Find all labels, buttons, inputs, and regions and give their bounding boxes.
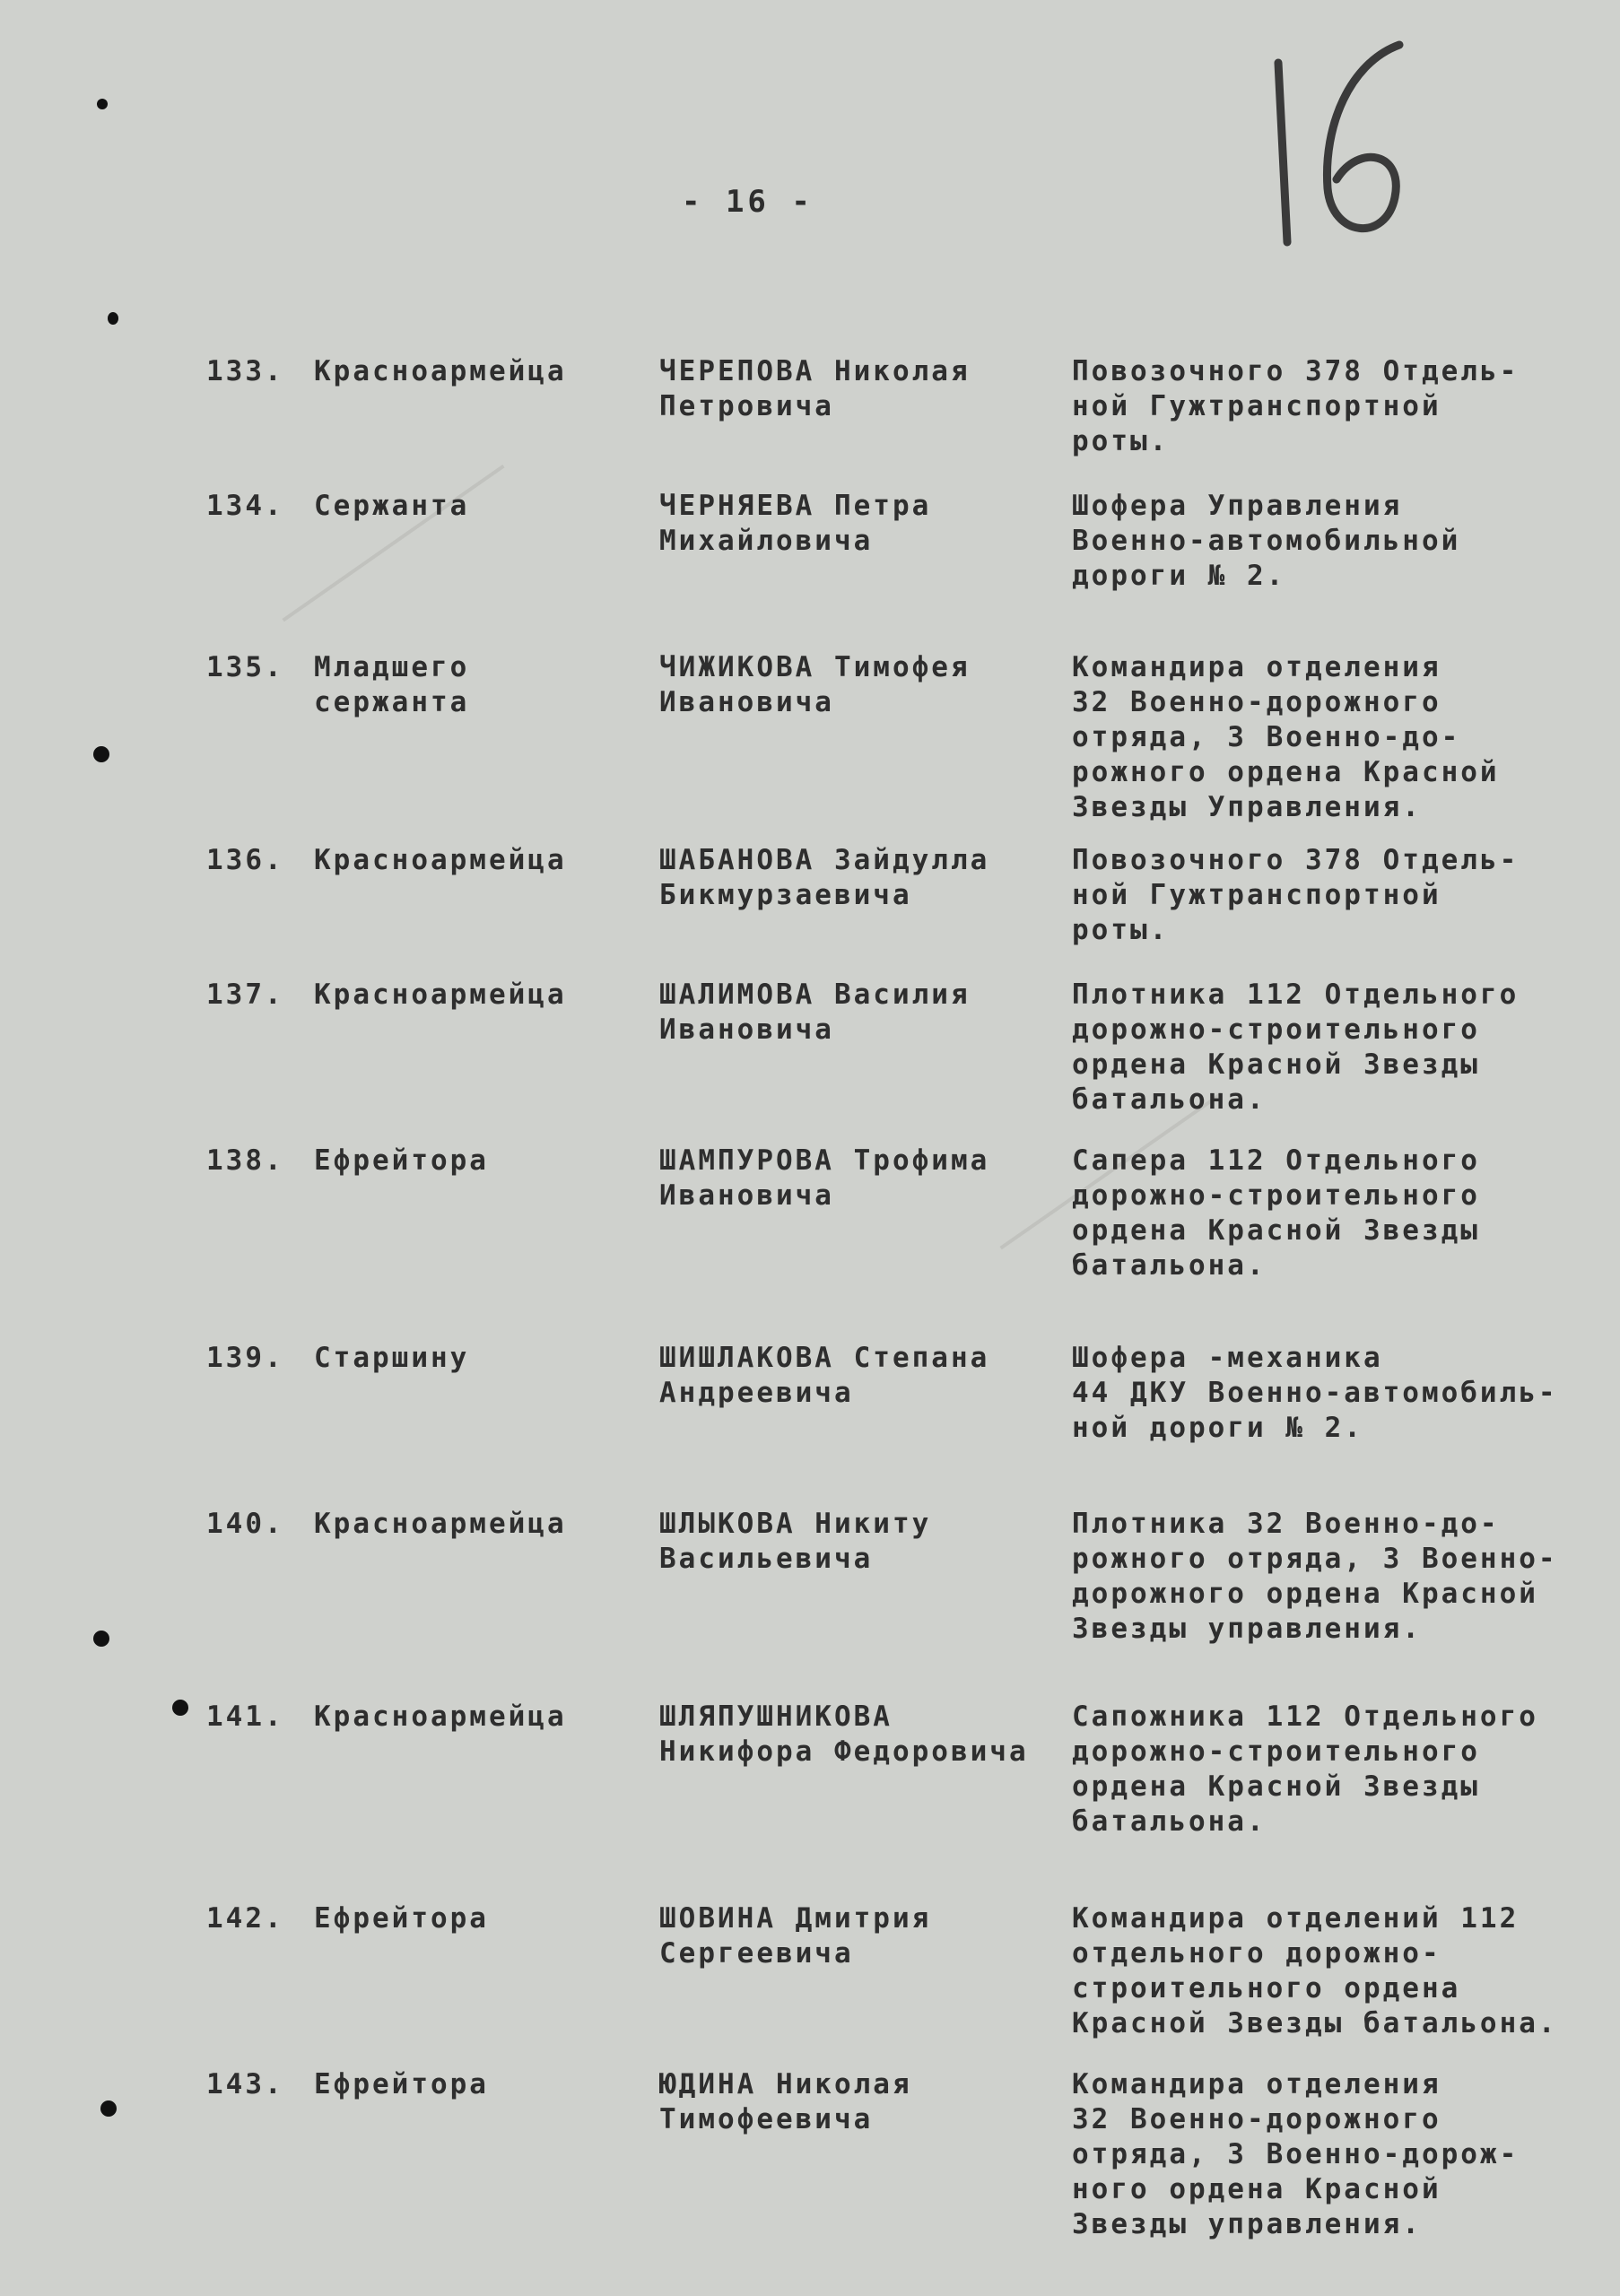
entry-description-line: 44 ДКУ Военно-автомобиль- bbox=[1072, 1377, 1558, 1409]
entry-name-line: ШОВИНА Дмитрия bbox=[659, 1902, 932, 1935]
entry-name bbox=[659, 354, 1063, 424]
entry-name-line: ШАЛИМОВА Василия bbox=[659, 978, 971, 1011]
entry-name-line: ЧЕРЕПОВА Николая bbox=[659, 355, 971, 387]
entry-name bbox=[659, 2067, 1063, 2137]
entry-description-line: Плотника 32 Военно-до- bbox=[1072, 1508, 1500, 1540]
entry-description bbox=[1072, 843, 1610, 948]
entry-description-line: дороги № 2. bbox=[1072, 560, 1286, 592]
entry-name-line: ШЛЯПУШНИКОВА bbox=[659, 1700, 893, 1733]
entry-name-line: ШАБАНОВА Зайдулла bbox=[659, 844, 990, 876]
entry-description-line: Плотника 112 Отдельного bbox=[1072, 978, 1520, 1011]
handwritten-page-number bbox=[1251, 27, 1413, 260]
entry-number bbox=[206, 1341, 305, 1376]
entry-description-line: 32 Военно-дорожного bbox=[1072, 686, 1441, 718]
entry-rank-line: сержанта bbox=[314, 686, 470, 718]
entry-name-line: Бикмурзаевича bbox=[659, 879, 912, 911]
entry-name-line: Васильевича bbox=[659, 1543, 874, 1575]
entry-name-line: Сергеевича bbox=[659, 1937, 854, 1970]
entry-rank-line: Ефрейтора bbox=[314, 1144, 489, 1177]
entry-description-line: Красной Звезды батальона. bbox=[1072, 2007, 1558, 2039]
entry-description-line: ордена Красной Звезды bbox=[1072, 1048, 1480, 1081]
entry-description bbox=[1072, 2067, 1610, 2242]
entry-description-line: Звезды управления. bbox=[1072, 1613, 1422, 1645]
entry-name bbox=[659, 978, 1063, 1048]
entry-number bbox=[206, 2067, 305, 2102]
entry-number-line: 137. bbox=[206, 978, 284, 1011]
entry-number-line: 143. bbox=[206, 2068, 284, 2100]
entry-description-line: батальона. bbox=[1072, 1249, 1267, 1282]
entry-rank bbox=[314, 978, 637, 1013]
entry-description-line: рожного ордена Красной bbox=[1072, 756, 1500, 788]
entry-number bbox=[206, 1700, 305, 1735]
entry-description bbox=[1072, 650, 1610, 825]
entry-description-line: Командира отделения bbox=[1072, 2068, 1441, 2100]
punch-hole bbox=[93, 746, 109, 762]
entry-rank-line: Красноармейца bbox=[314, 355, 567, 387]
entry-name-line: ЧЕРНЯЕВА Петра bbox=[659, 490, 932, 522]
entry-name-line: ЧИЖИКОВА Тимофея bbox=[659, 651, 971, 683]
entry-number bbox=[206, 489, 305, 524]
entry-rank bbox=[314, 354, 637, 389]
entry-number-line: 135. bbox=[206, 651, 284, 683]
entry-number-line: 138. bbox=[206, 1144, 284, 1177]
entry-description bbox=[1072, 1507, 1610, 1647]
entry-description-line: Командира отделения bbox=[1072, 651, 1441, 683]
entry-name bbox=[659, 1341, 1063, 1411]
entry-description-line: ного ордена Красной bbox=[1072, 2173, 1441, 2205]
entry-number bbox=[206, 650, 305, 685]
page-number: - 16 - bbox=[682, 184, 814, 220]
entry-description bbox=[1072, 1700, 1610, 1839]
punch-hole bbox=[93, 1631, 109, 1647]
entry-description-line: Сапера 112 Отдельного bbox=[1072, 1144, 1480, 1177]
entry-rank bbox=[314, 650, 637, 720]
entry-description-line: дорожного ордена Красной bbox=[1072, 1578, 1538, 1610]
entry-description-line: Сапожника 112 Отдельного bbox=[1072, 1700, 1538, 1733]
entry-description-line: батальона. bbox=[1072, 1805, 1267, 1838]
entry-description-line: ордена Красной Звезды bbox=[1072, 1770, 1480, 1803]
entry-number-line: 139. bbox=[206, 1342, 284, 1374]
entry-number-line: 134. bbox=[206, 490, 284, 522]
entry-rank-line: Младшего bbox=[314, 651, 470, 683]
entry-description-line: дорожно-строительного bbox=[1072, 1735, 1480, 1768]
entry-rank bbox=[314, 843, 637, 878]
entry-description-line: дорожно-строительного bbox=[1072, 1179, 1480, 1212]
punch-hole bbox=[108, 312, 118, 325]
entry-rank-line: Ефрейтора bbox=[314, 1902, 489, 1935]
entry-rank bbox=[314, 1507, 637, 1542]
entry-description-line: Звезды Управления. bbox=[1072, 791, 1422, 823]
entry-rank bbox=[314, 1341, 637, 1376]
entry-rank-line: Сержанта bbox=[314, 490, 470, 522]
entry-description-line: Военно-автомобильной bbox=[1072, 525, 1461, 557]
entry-number-line: 136. bbox=[206, 844, 284, 876]
entry-name bbox=[659, 650, 1063, 720]
entry-rank bbox=[314, 1901, 637, 1936]
entry-number bbox=[206, 1144, 305, 1178]
entry-description-line: рожного отряда, 3 Военно- bbox=[1072, 1543, 1558, 1575]
entry-rank-line: Ефрейтора bbox=[314, 2068, 489, 2100]
entry-description-line: Командира отделений 112 bbox=[1072, 1902, 1520, 1935]
punch-hole bbox=[100, 2100, 117, 2117]
entry-name bbox=[659, 489, 1063, 559]
entry-description bbox=[1072, 1144, 1610, 1283]
entry-name-line: Ивановича bbox=[659, 686, 834, 718]
entry-description-line: ной дороги № 2. bbox=[1072, 1412, 1363, 1444]
entry-description-line: отряда, 3 Военно-дорож- bbox=[1072, 2138, 1520, 2170]
entry-name bbox=[659, 1144, 1063, 1213]
entry-rank bbox=[314, 489, 637, 524]
entry-number bbox=[206, 1901, 305, 1936]
entry-rank-line: Красноармейца bbox=[314, 1700, 567, 1733]
entry-number bbox=[206, 1507, 305, 1542]
entry-description bbox=[1072, 978, 1610, 1118]
entry-description-line: роты. bbox=[1072, 914, 1170, 946]
entry-name-line: ЮДИНА Николая bbox=[659, 2068, 912, 2100]
entry-description bbox=[1072, 1901, 1610, 2041]
entry-description-line: Звезды управления. bbox=[1072, 2208, 1422, 2240]
entry-name-line: Андреевича bbox=[659, 1377, 854, 1409]
entry-rank-line: Старшину bbox=[314, 1342, 470, 1374]
entry-description-line: Повозочного 378 Отдель- bbox=[1072, 844, 1520, 876]
entry-name bbox=[659, 1901, 1063, 1971]
entry-number-line: 133. bbox=[206, 355, 284, 387]
entry-name-line: ШИШЛАКОВА Степана bbox=[659, 1342, 990, 1374]
entry-number bbox=[206, 354, 305, 389]
entry-description-line: отдельного дорожно- bbox=[1072, 1937, 1441, 1970]
entry-description bbox=[1072, 354, 1610, 459]
entry-description-line: строительного ордена bbox=[1072, 1972, 1461, 2005]
entry-name-line: Никифора Федоровича bbox=[659, 1735, 1029, 1768]
entry-description-line: Шофера -механика bbox=[1072, 1342, 1383, 1374]
entry-description-line: ной Гужтранспортной bbox=[1072, 879, 1441, 911]
entry-name-line: Ивановича bbox=[659, 1013, 834, 1046]
entry-description-line: Шофера Управления bbox=[1072, 490, 1403, 522]
entry-number-line: 140. bbox=[206, 1508, 284, 1540]
entry-description-line: 32 Военно-дорожного bbox=[1072, 2103, 1441, 2135]
entry-rank bbox=[314, 1144, 637, 1178]
entry-name-line: Ивановича bbox=[659, 1179, 834, 1212]
entry-number-line: 142. bbox=[206, 1902, 284, 1935]
entry-number bbox=[206, 978, 305, 1013]
entry-description bbox=[1072, 1341, 1610, 1446]
entry-rank-line: Красноармейца bbox=[314, 844, 567, 876]
entry-name-line: ШАМПУРОВА Трофима bbox=[659, 1144, 990, 1177]
punch-hole bbox=[97, 99, 108, 109]
entry-description-line: ордена Красной Звезды bbox=[1072, 1214, 1480, 1247]
entry-name-line: ШЛЫКОВА Никиту bbox=[659, 1508, 932, 1540]
entry-number-line: 141. bbox=[206, 1700, 284, 1733]
entry-name-line: Петровича bbox=[659, 390, 834, 422]
entry-description-line: батальона. bbox=[1072, 1083, 1267, 1116]
entry-description-line: отряда, 3 Военно-до- bbox=[1072, 721, 1461, 753]
entry-number bbox=[206, 843, 305, 878]
entry-rank-line: Красноармейца bbox=[314, 978, 567, 1011]
entry-description-line: Повозочного 378 Отдель- bbox=[1072, 355, 1520, 387]
entry-name bbox=[659, 1700, 1063, 1770]
punch-hole bbox=[172, 1700, 188, 1716]
entry-name-line: Тимофеевича bbox=[659, 2103, 874, 2135]
entry-name bbox=[659, 843, 1063, 913]
entry-description-line: роты. bbox=[1072, 425, 1170, 457]
entry-rank-line: Красноармейца bbox=[314, 1508, 567, 1540]
entry-rank bbox=[314, 1700, 637, 1735]
entry-name-line: Михайловича bbox=[659, 525, 874, 557]
entry-description-line: ной Гужтранспортной bbox=[1072, 390, 1441, 422]
entry-description bbox=[1072, 489, 1610, 594]
entry-description-line: дорожно-строительного bbox=[1072, 1013, 1480, 1046]
entry-name bbox=[659, 1507, 1063, 1577]
entry-rank bbox=[314, 2067, 637, 2102]
